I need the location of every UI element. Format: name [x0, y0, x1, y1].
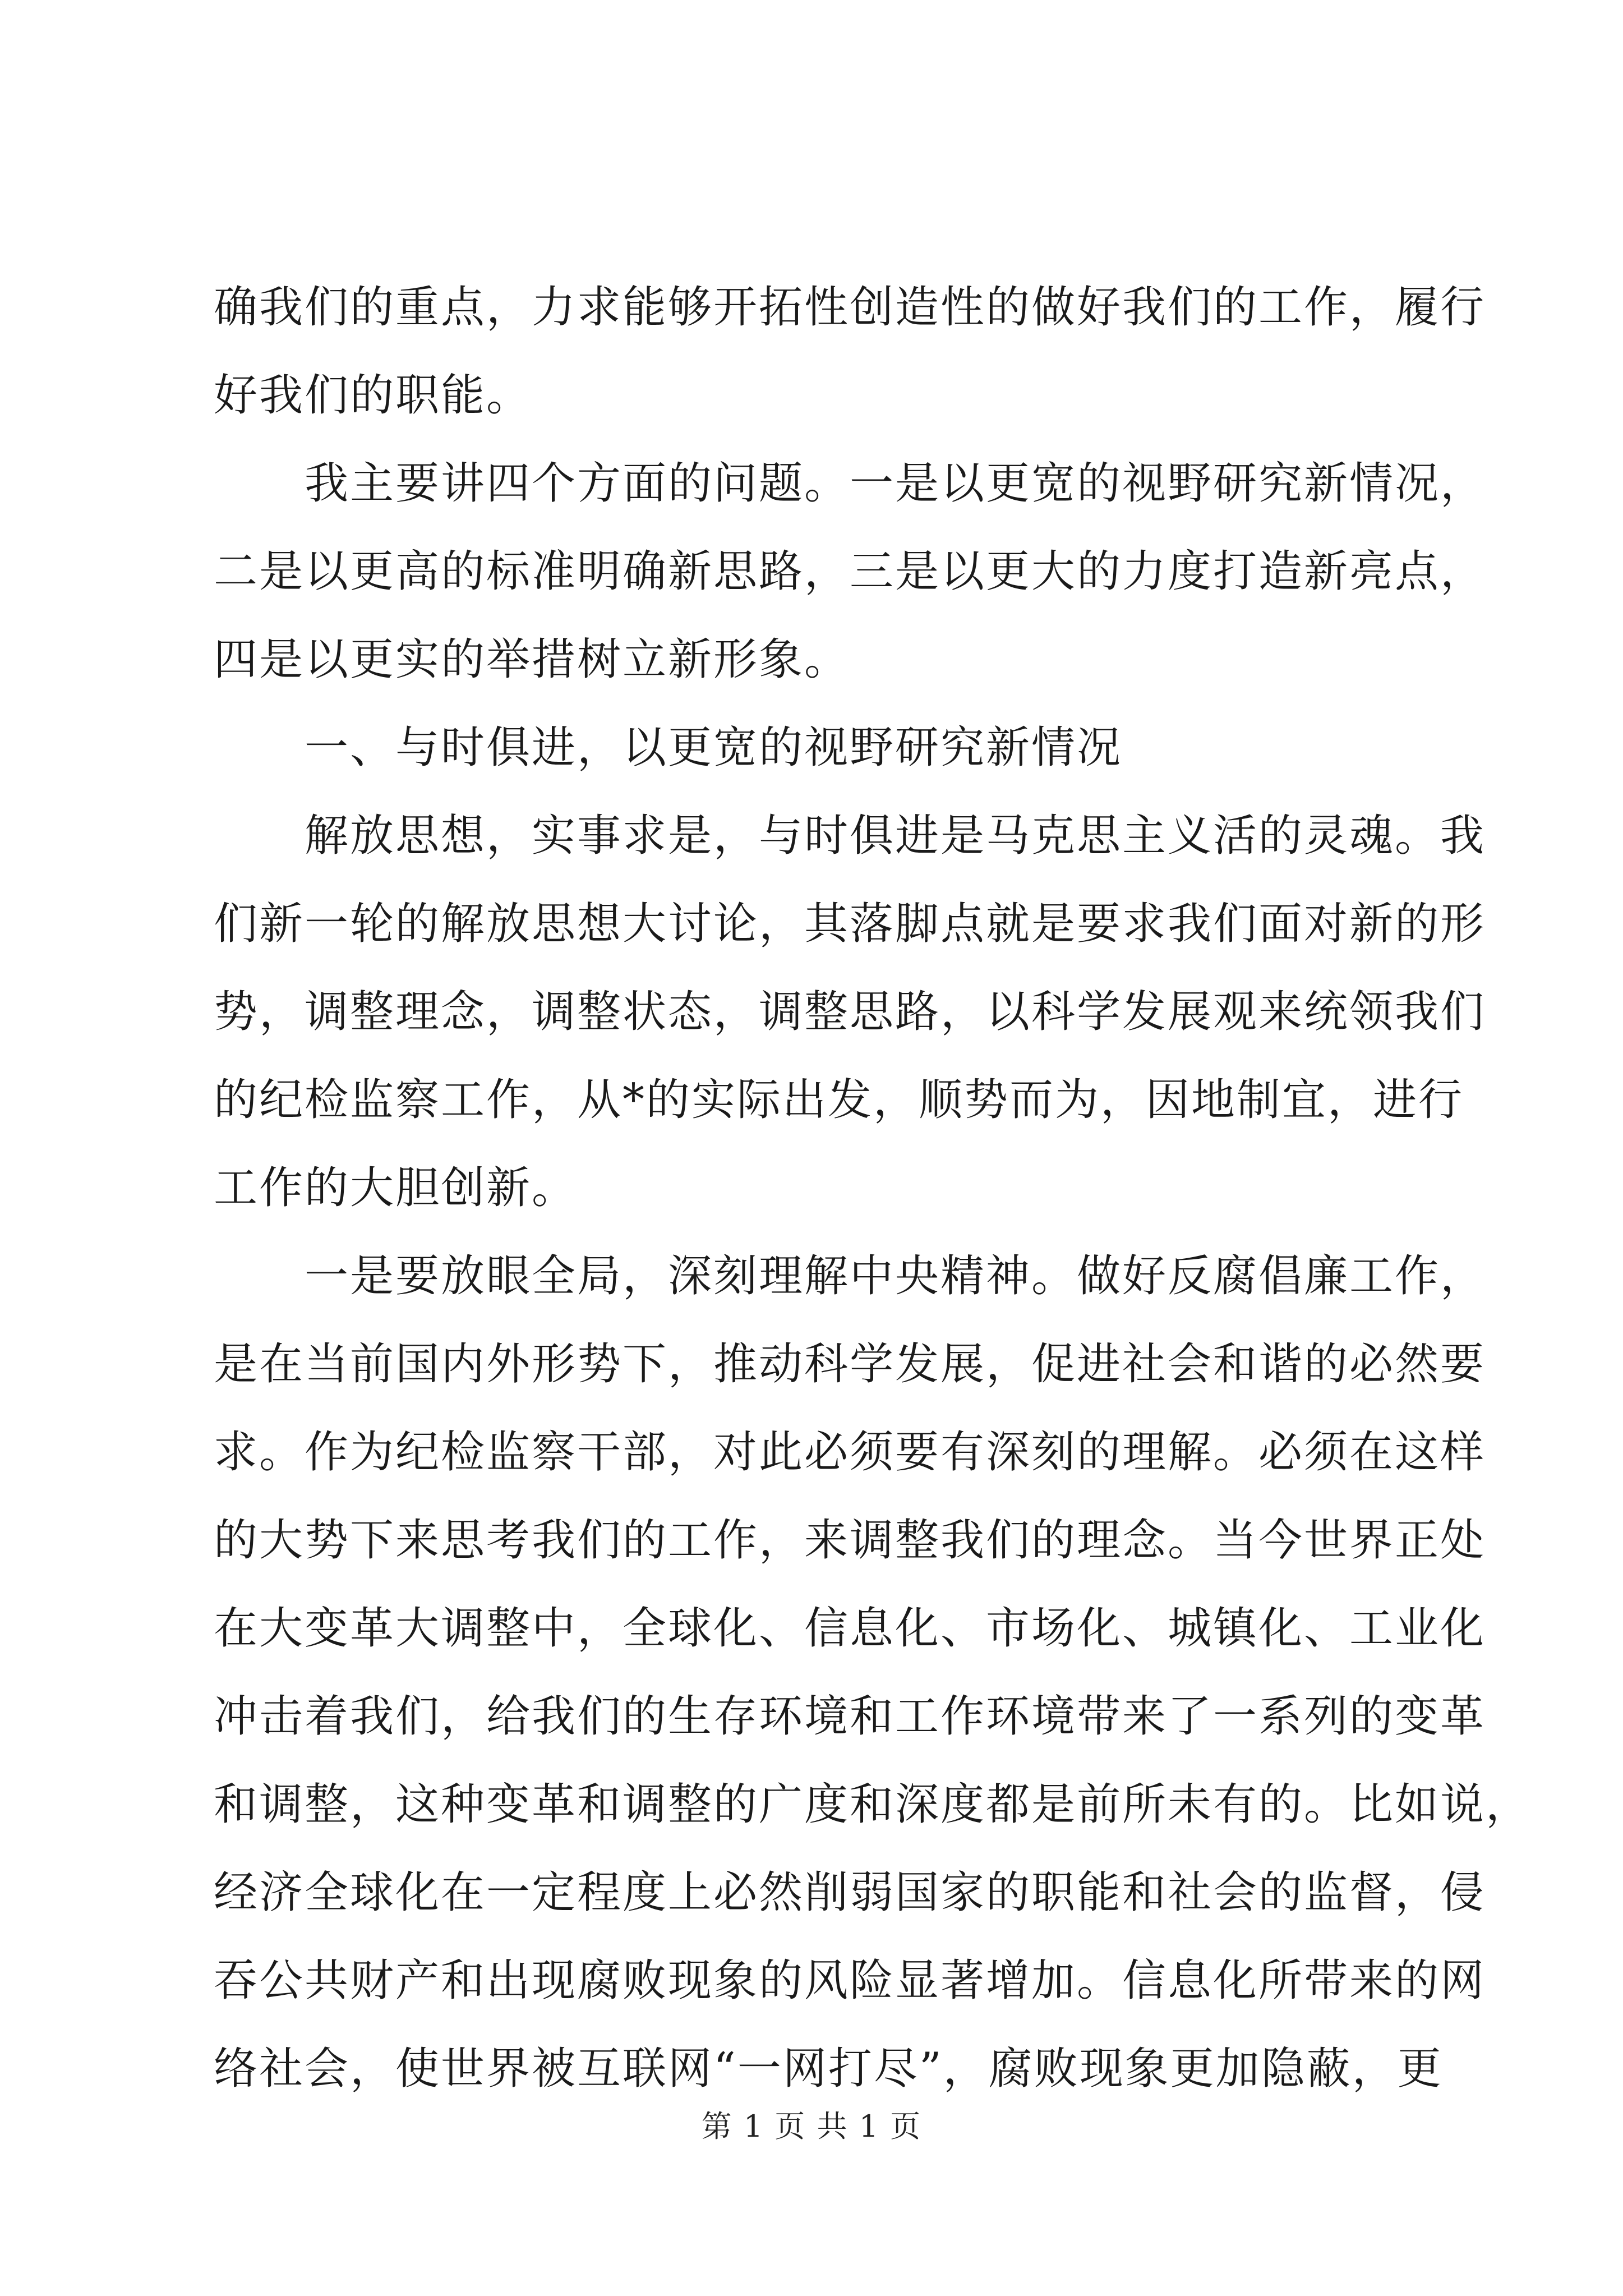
paragraph-line: 在大变革大调整中，全球化、信息化、市场化、城镇化、工业化	[214, 1603, 1486, 1654]
paragraph-line: 解放思想，实事求是，与时俱进是马克思主义活的灵魂。我	[305, 811, 1486, 861]
paragraph-line: 四是以更实的举措树立新形象。	[214, 634, 850, 685]
paragraph-line: 吞公共财产和出现腐败现象的风险显著增加。信息化所带来的网	[214, 1955, 1486, 2006]
paragraph-line: 我主要讲四个方面的问题。一是以更宽的视野研究新情况，	[305, 458, 1486, 509]
paragraph-line: 的纪检监察工作，从*的实际出发，顺势而为，因地制宜，进行	[214, 1075, 1464, 1125]
paragraph-line: 的大势下来思考我们的工作，来调整我们的理念。当今世界正处	[214, 1515, 1486, 1566]
paragraph-line: 冲击着我们，给我们的生存环境和工作环境带来了一系列的变革	[214, 1691, 1486, 1742]
paragraph-line: 络社会，使世界被互联网“一网打尽”，腐败现象更加隐蔽，更	[214, 2044, 1443, 2094]
paragraph-line: 经济全球化在一定程度上必然削弱国家的职能和社会的监督，侵	[214, 1867, 1486, 1918]
paragraph-line: 势，调整理念，调整状态，调整思路，以科学发展观来统领我们	[214, 987, 1486, 1037]
section-heading: 一、与时俱进，以更宽的视野研究新情况	[305, 723, 1123, 773]
body-text	[214, 264, 1532, 2113]
paragraph-line: 求。作为纪检监察干部，对此必须要有深刻的理解。必须在这样	[214, 1427, 1486, 1478]
paragraph-line: 确我们的重点，力求能够开拓性创造性的做好我们的工作，履行	[214, 282, 1486, 333]
paragraph-line: 一是要放眼全局，深刻理解中央精神。做好反腐倡廉工作，	[305, 1251, 1486, 1301]
paragraph-line: 们新一轮的解放思想大讨论，其落脚点就是要求我们面对新的形	[214, 899, 1486, 949]
page-number-footer: 第 1 页 共 1 页	[701, 2109, 922, 2144]
paragraph-line: 工作的大胆创新。	[214, 1163, 578, 1213]
paragraph-line: 二是以更高的标准明确新思路，三是以更大的力度打造新亮点，	[214, 546, 1486, 597]
paragraph-line: 和调整，这种变革和调整的广度和深度都是前所未有的。比如说，	[214, 1779, 1532, 1830]
paragraph-line: 好我们的职能。	[214, 370, 532, 421]
paragraph-line: 是在当前国内外形势下，推动科学发展，促进社会和谐的必然要	[214, 1339, 1486, 1389]
